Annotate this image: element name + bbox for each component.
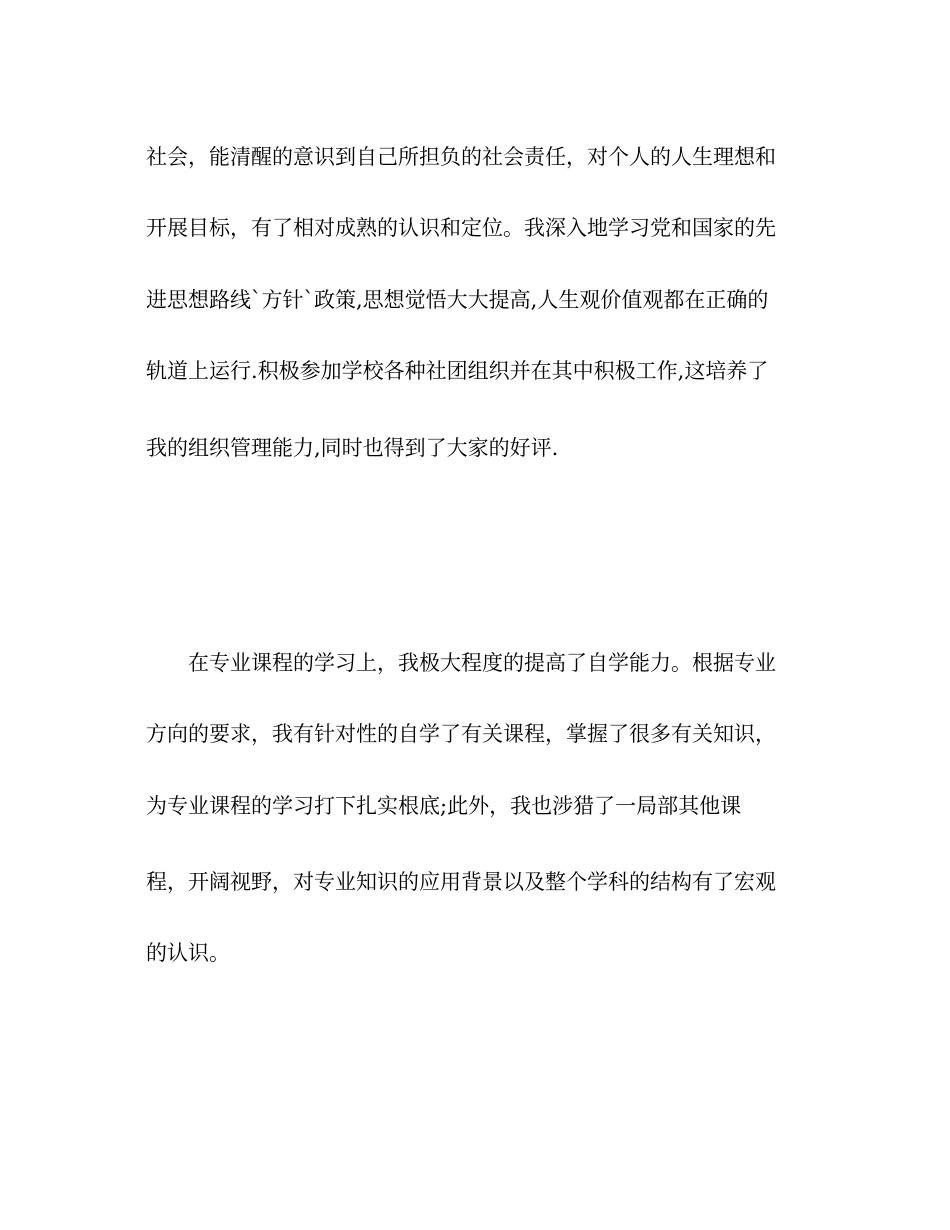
text-line: 开展目标，有了相对成熟的认识和定位。我深入地学习党和国家的先	[146, 216, 776, 240]
text-line: 进思想路线`方针`政策,思想觉悟大大提高,人生观价值观都在正确的	[146, 288, 769, 312]
text-line: 在专业课程的学习上，我极大程度的提高了自学能力。根据专业	[188, 651, 776, 675]
text-line: 方向的要求，我有针对性的自学了有关课程，掌握了很多有关知识，	[146, 722, 776, 746]
text-line: 为专业课程的学习打下扎实根底;此外，我也涉猎了一局部其他课	[146, 794, 742, 818]
text-line: 轨道上运行.积极参加学校各种社团组织并在其中积极工作,这培养了	[146, 359, 769, 383]
text-line: 社会，能清醒的意识到自己所担负的社会责任，对个人的人生理想和	[146, 145, 776, 169]
text-line: 程，开阔视野，对专业知识的应用背景以及整个学科的结构有了宏观	[146, 870, 776, 894]
text-line: 的认识。	[146, 941, 230, 965]
text-line: 我的组织管理能力,同时也得到了大家的好评.	[146, 436, 559, 460]
